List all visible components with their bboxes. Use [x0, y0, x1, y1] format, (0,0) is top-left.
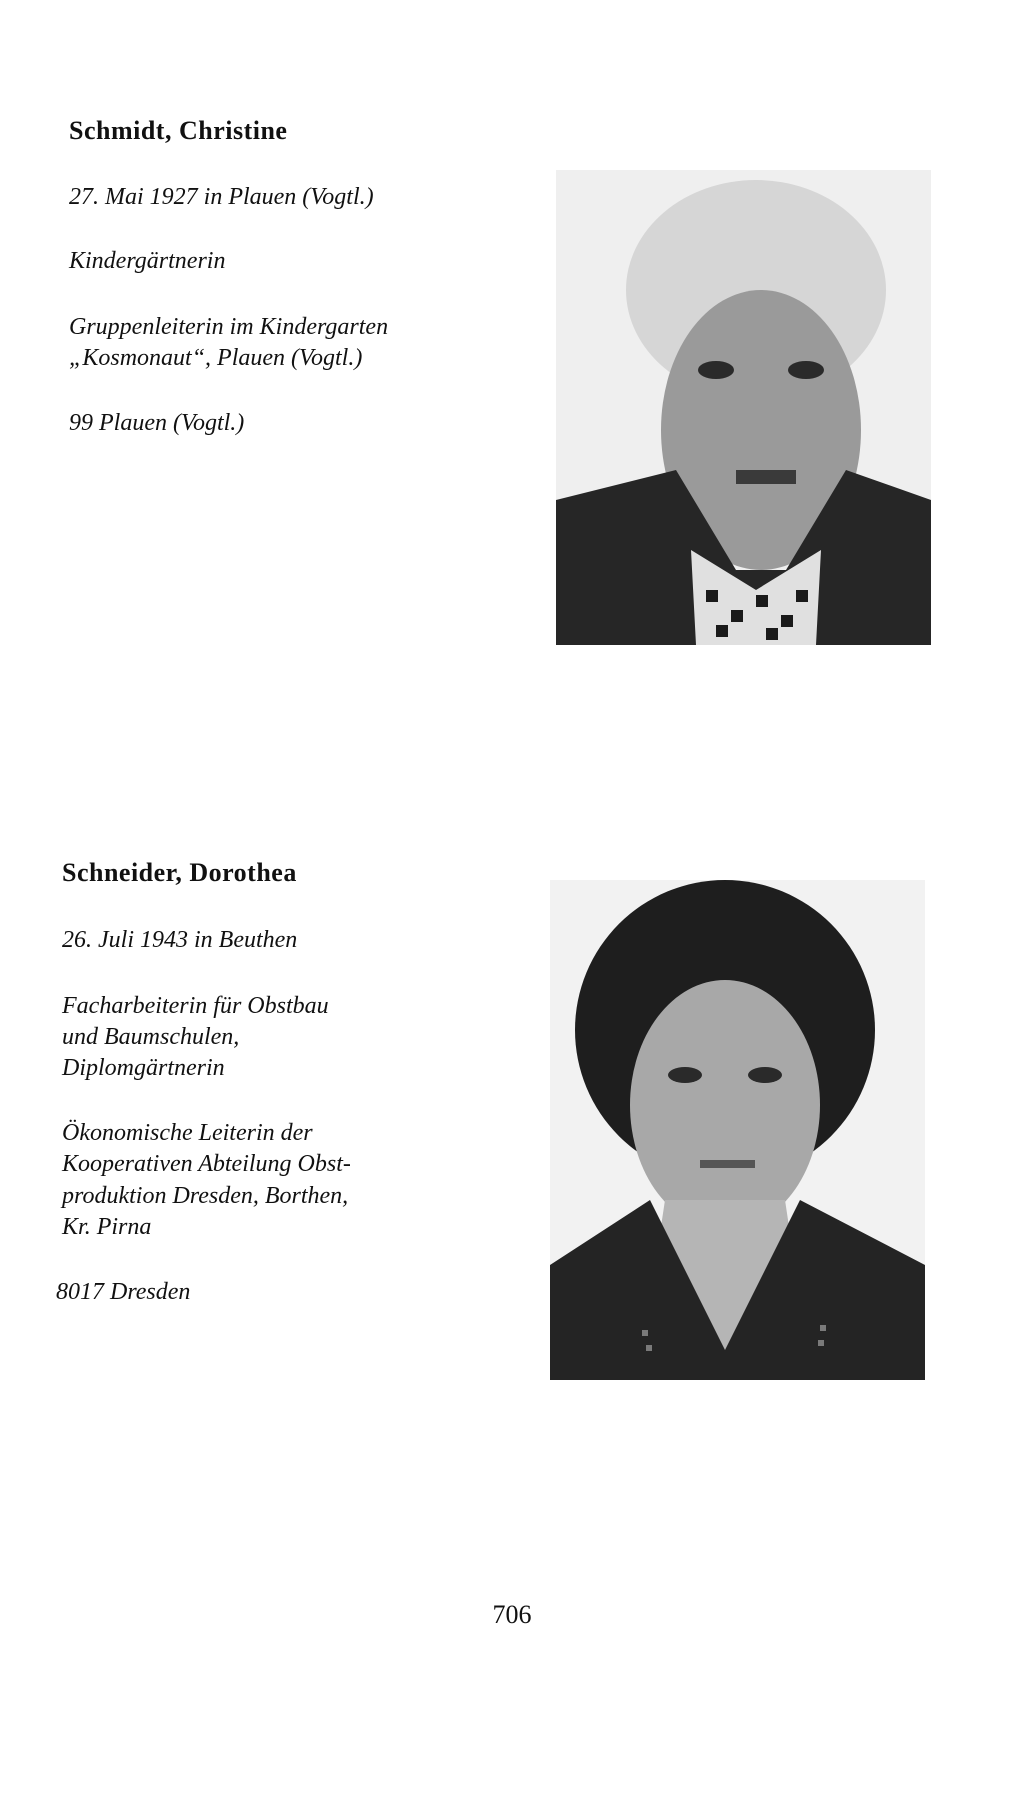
position-line: produktion Dresden, Borthen, — [62, 1183, 349, 1209]
profession-line: und Baumschulen, — [62, 1024, 240, 1050]
profession-line: Diplomgärtnerin — [62, 1055, 225, 1081]
birth-info: 27. Mai 1927 in Plauen (Vogtl.) — [69, 184, 374, 210]
position-line: Ökonomische Leiterin der — [62, 1120, 313, 1146]
residence: 99 Plauen (Vogtl.) — [69, 410, 245, 436]
position-line: Kr. Pirna — [62, 1214, 152, 1240]
entry-name: Schmidt, Christine — [69, 116, 288, 145]
profession: Kindergärtnerin — [69, 248, 226, 274]
residence: 8017 Dresden — [56, 1279, 191, 1305]
portrait-photo-image — [550, 880, 925, 1380]
position-line: Gruppenleiterin im Kindergarten — [69, 314, 389, 340]
portrait-photo-image — [556, 170, 931, 645]
position-line: Kooperativen Abteilung Obst- — [62, 1151, 351, 1177]
birth-info: 26. Juli 1943 in Beuthen — [62, 927, 298, 953]
profession-line: Facharbeiterin für Obstbau — [62, 993, 329, 1019]
entry-name: Schneider, Dorothea — [62, 858, 297, 887]
portrait-photo — [550, 880, 925, 1380]
portrait-photo — [556, 170, 931, 645]
position-line: „Kosmonaut“, Plauen (Vogtl.) — [69, 345, 363, 371]
page-number: 706 — [492, 1600, 532, 1629]
